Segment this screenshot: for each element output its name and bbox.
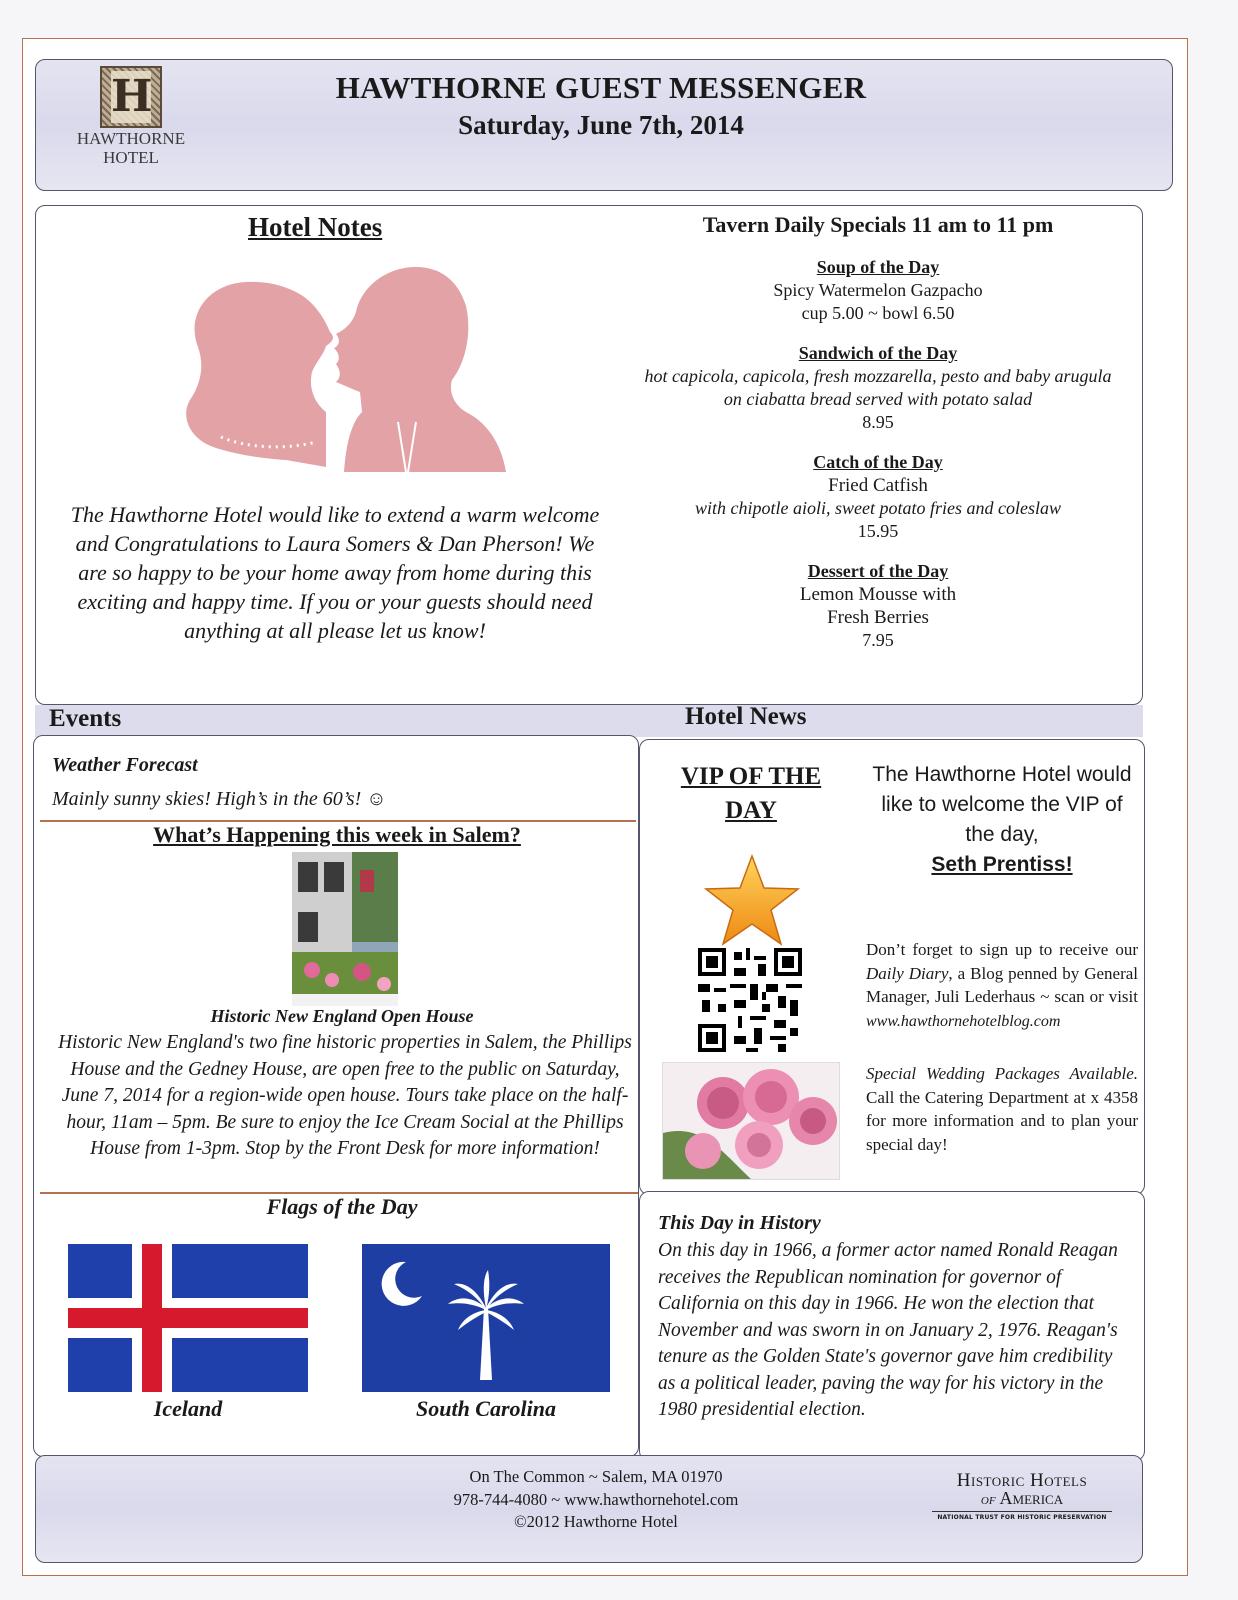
bride-silhouette (186, 282, 333, 467)
catch-name: Fried Catfish (828, 475, 928, 496)
hotel-news-panel (639, 739, 1145, 1195)
events-label: Events (49, 705, 122, 732)
history-title: This Day in History (658, 1212, 821, 1234)
sandwich-desc-1: hot capicola, capicola, fresh mozzarella, pesto and baby arugula (644, 366, 1112, 386)
weather-text: Mainly sunny skies! High’s in the 60’s! ☺ (52, 788, 387, 810)
newsletter-date: Saturday, June 7th, 2014 (458, 110, 744, 140)
flag-on-house (360, 870, 374, 892)
footer-contact (396, 1466, 796, 1534)
catch-special (618, 451, 1138, 543)
newsletter-title: HAWTHORNE GUEST MESSENGER (335, 70, 867, 105)
catch-price: 15.95 (857, 521, 899, 541)
hotel-notes-heading: Hotel Notes (248, 212, 383, 242)
catch-desc: with chipotle aioli, sweet potato fries and coleslaw (695, 498, 1061, 518)
history-panel (639, 1191, 1145, 1461)
vip-title: VIP OF THE DAY (680, 763, 822, 824)
logo-line1: HAWTHORNE (76, 129, 186, 148)
dessert-price: 7.95 (862, 630, 894, 650)
sandwich-desc-2: on ciabatta bread served with potato salad (723, 389, 1033, 409)
logo-emblem: H (100, 66, 162, 128)
south-carolina-caption: South Carolina (415, 1396, 556, 1421)
hha-line2: of America (932, 1488, 1112, 1512)
soup-special (618, 256, 1138, 325)
hotel-logo (66, 66, 196, 166)
vip-welcome-text: The Hawthorne Hotel would like to welcome the VIP of the day, (872, 763, 1132, 846)
iceland-caption: Iceland (153, 1396, 223, 1421)
footer-copyright: ©2012 Hawthorne Hotel (514, 1512, 678, 1531)
daily-diary-note: Don’t forget to sign up to receive our Daily Diary, a Blog penned by General Manager, Juli Lederhaus ~ scan or visit www.hawthornehotelblog.com (866, 940, 1138, 1030)
blog-link[interactable]: www.hawthornehotelblog.com (866, 1012, 1061, 1030)
wedding-packages-note: Special Wedding Packages Available. Call the Catering Department at x 4358 for more information and to plan your special day! (866, 1064, 1138, 1154)
sandwich-label: Sandwich of the Day (798, 343, 958, 363)
roses-photo (662, 1062, 840, 1180)
catch-label: Catch of the Day (813, 452, 943, 472)
whats-happening-heading: What’s Happening this week in Salem? (153, 822, 521, 847)
newsletter-page (22, 38, 1188, 1576)
vip-name: Seth Prentiss! (931, 853, 1073, 876)
kissing-couple-silhouette (176, 262, 506, 472)
welcome-message: The Hawthorne Hotel would like to extend a warm welcome and Congratulations to Laura Somers & Dan Pherson! We are so happy to be your home away from home during this exciting and happy time. If you or your guests should need anything at all please let us know! (70, 502, 600, 643)
sandwich-special (618, 342, 1138, 434)
historic-house-photo (292, 852, 398, 1006)
flags-title: Flags of the Day (266, 1194, 418, 1219)
dessert-name-1: Lemon Mousse with (799, 584, 957, 605)
sandwich-price: 8.95 (862, 412, 894, 432)
masthead-panel (35, 59, 1173, 191)
soup-name: Spicy Watermelon Gazpacho (773, 280, 983, 300)
historic-hotels-logo (932, 1470, 1112, 1521)
hotel-news-label: Hotel News (685, 703, 807, 730)
dessert-label: Dessert of the Day (807, 561, 949, 581)
open-house-text: Historic New England's two fine historic properties in Salem, the Phillips House and the Gedney House, are open free to the public on Saturday, June 7, 2014 for a region-wide open house. Tours take place on the half-hour, 11am – 5pm. Be sure to enjoy the Ice Cream Social at the Phillips House from 1-3pm. Stop by the Front Desk for more information! (58, 1032, 632, 1159)
qr-code-icon[interactable] (698, 948, 802, 1052)
dessert-name-2: Fresh Berries (827, 607, 929, 628)
vip-welcome (866, 760, 1138, 880)
history-text: On this day in 1966, a former actor named Ronald Reagan receives the Republican nomination for governor of California on this day in 1966. He won the election that November and was sworn in on January 2, 1976. Reagan's tenure as the Golden State's governor gave him credibility as a political leader, paving the way for his victory in the 1980 presidential election. (658, 1240, 1118, 1420)
logo-line2: HOTEL (103, 148, 159, 167)
footer-panel (35, 1455, 1143, 1563)
soup-label: Soup of the Day (816, 257, 940, 277)
events-panel (33, 735, 639, 1457)
tavern-heading: Tavern Daily Specials 11 am to 11 pm (702, 212, 1054, 237)
masthead-title (286, 70, 916, 141)
hotel-notes-panel (35, 205, 1143, 705)
section-label-strip (35, 705, 1143, 737)
south-carolina-flag (362, 1244, 610, 1392)
groom-silhouette (334, 267, 506, 472)
iceland-flag (68, 1244, 308, 1392)
star-icon (700, 852, 804, 948)
tavern-specials (618, 212, 1138, 669)
soup-price: cup 5.00 ~ bowl 6.50 (801, 303, 955, 323)
dessert-special (618, 560, 1138, 652)
hha-line1: Historic Hotels (956, 1470, 1088, 1491)
hha-line3: NATIONAL TRUST FOR HISTORIC PRESERVATION (937, 1514, 1107, 1521)
weather-title: Weather Forecast (52, 754, 198, 776)
footer-phone-web: 978-744-4080 ~ www.hawthornehotel.com (453, 1489, 739, 1509)
open-house-title: Historic New England Open House (210, 1006, 474, 1026)
footer-address: On The Common ~ Salem, MA 01970 (469, 1467, 723, 1486)
